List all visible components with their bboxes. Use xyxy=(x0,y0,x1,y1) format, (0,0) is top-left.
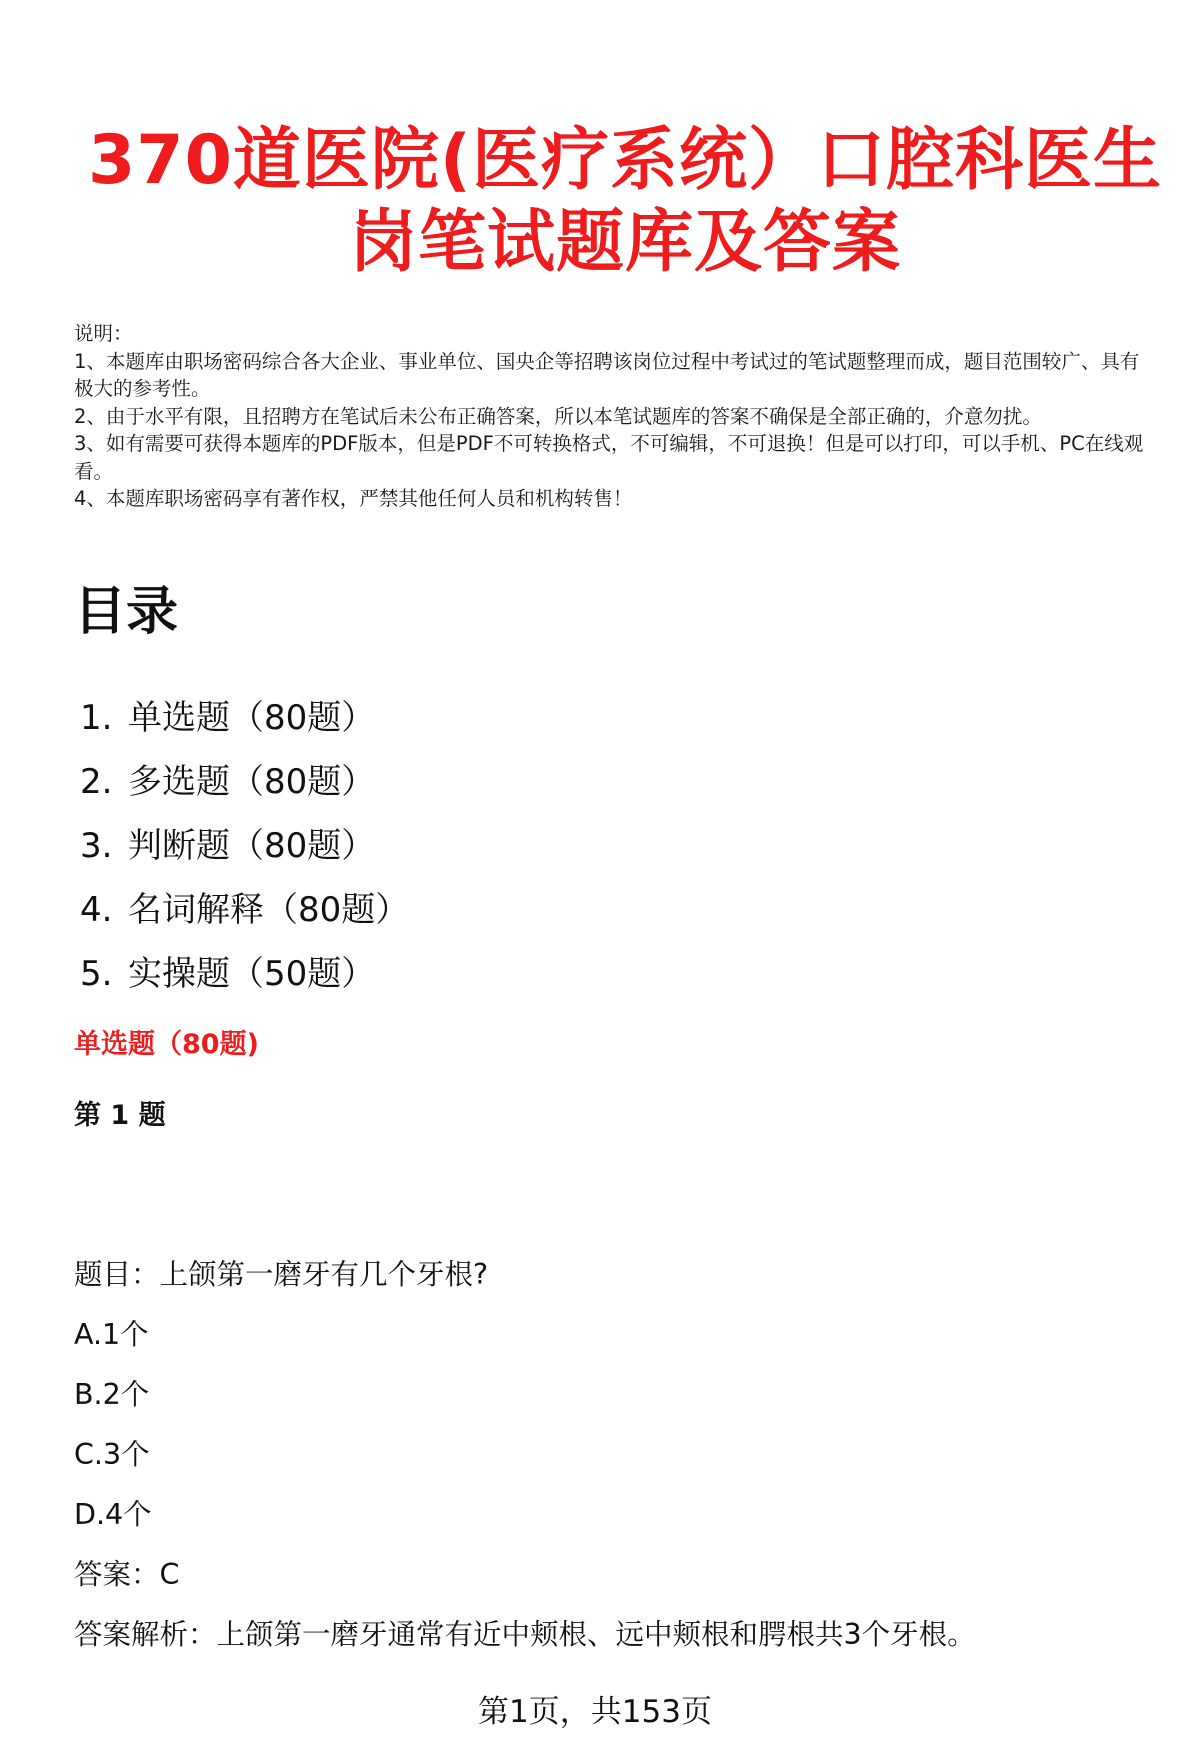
toc-item-number: 5. xyxy=(80,954,113,994)
option-c: C.3个 xyxy=(74,1438,150,1471)
answer-explanation: 答案解析：上颌第一磨牙通常有近中颊根、远中颊根和腭根共3个牙根。 xyxy=(74,1618,976,1651)
note-item-3: 3、如有需要可获得本题库的PDF版本，但是PDF不可转换格式，不可编辑，不可退换！但是可以打印，可以手机、PC在线观看。 xyxy=(74,432,1144,483)
notes-heading: 说明： xyxy=(74,322,133,345)
option-b: B.2个 xyxy=(74,1378,150,1411)
question-number: 第 1 题 xyxy=(74,1100,166,1131)
section-title: 单选题（80题) xyxy=(74,1029,259,1060)
note-item-4: 4、本题库职场密码享有著作权，严禁其他任何人员和机构转售！ xyxy=(74,487,633,510)
toc-item xyxy=(80,686,409,750)
question-stem: 题目：上颌第一磨牙有几个牙根? xyxy=(74,1258,489,1291)
title-line-1: 370道医院(医疗系统）口腔科医生 xyxy=(87,121,1163,200)
toc-item-number: 1. xyxy=(80,698,113,738)
toc-item-number: 3. xyxy=(80,826,113,866)
toc-list xyxy=(80,686,409,1006)
document-title xyxy=(80,120,1170,284)
toc-item-number: 2. xyxy=(80,762,113,802)
toc-item xyxy=(80,814,409,878)
notes-block xyxy=(74,320,1154,513)
option-a: A.1个 xyxy=(74,1318,149,1351)
toc-item-label: 实操题（50题） xyxy=(128,954,376,994)
page-footer: 第1页，共153页 xyxy=(478,1694,712,1730)
note-item-2: 2、由于水平有限，且招聘方在笔试后未公布正确答案，所以本笔试题库的答案不确保是全部正确的，介意勿扰。 xyxy=(74,404,1042,428)
note-item-1: 1、本题库由职场密码综合各大企业、事业单位、国央企等招聘该岗位过程中考试过的笔试题整理而成，题目范围较广、具有极大的参考性。 xyxy=(74,349,1140,400)
toc-item-number: 4. xyxy=(80,890,113,930)
answer: 答案：C xyxy=(74,1558,180,1591)
toc-heading: 目录 xyxy=(74,582,179,642)
toc-item-label: 名词解释（80题） xyxy=(128,890,410,930)
toc-item xyxy=(80,942,409,1006)
option-d: D.4个 xyxy=(74,1498,152,1531)
toc-item-label: 判断题（80题） xyxy=(128,826,376,866)
toc-item-label: 多选题（80题） xyxy=(128,762,376,802)
title-line-2: 岗笔试题库及答案 xyxy=(348,203,901,282)
toc-item xyxy=(80,878,409,942)
question-block xyxy=(74,1245,1134,1665)
toc-item-label: 单选题（80题） xyxy=(128,698,376,738)
toc-item xyxy=(80,750,409,814)
